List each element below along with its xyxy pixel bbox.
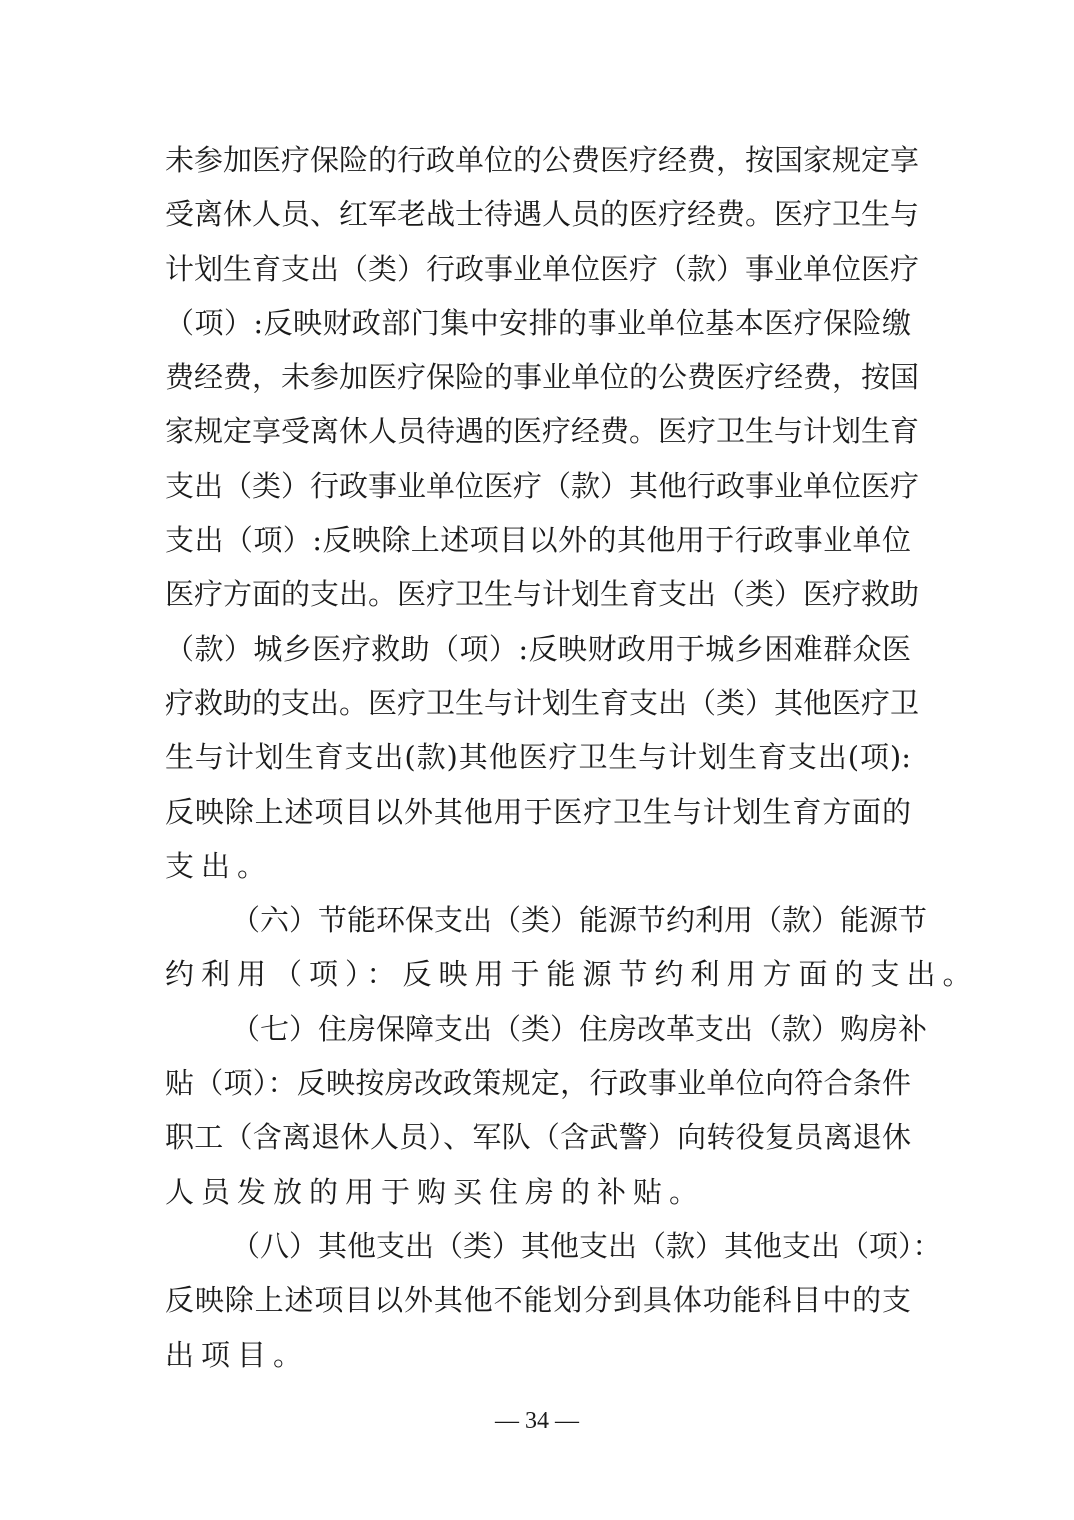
text-line: 反映除上述项目以外其他用于医疗卫生与计划生育方面的: [165, 794, 911, 829]
document-body: [165, 133, 979, 1382]
text-line: 约利用（项）：反映用于能源节约利用方面的支出。: [165, 957, 979, 992]
text-line: 计划生育支出（类）行政事业单位医疗（款）事业单位医疗: [165, 251, 920, 286]
text-line: 受离休人员、红军老战士待遇人员的医疗经费。医疗卫生与: [165, 197, 920, 232]
text-line: 支出（类）行政事业单位医疗（款）其他行政事业单位医疗: [165, 468, 920, 503]
text-line: （款）城乡医疗救助（项）:反映财政用于城乡困难群众医: [165, 631, 911, 666]
paragraph-8-first-line: （八）其他支出（类）其他支出（款）其他支出（项）：: [231, 1228, 942, 1263]
text-line: 未参加医疗保险的行政单位的公费医疗经费，按国家规定享: [165, 143, 920, 177]
text-line: 人员发放的用于购买住房的补贴。: [165, 1174, 706, 1209]
text-line: 反映除上述项目以外其他不能划分到具体功能科目中的支: [165, 1283, 911, 1318]
paragraph-6-first-line: （六）节能环保支出（类）能源节约利用（款）能源节: [231, 903, 928, 938]
text-line: 职工（含离退休人员）、军队（含武警）向转役复员离退休: [165, 1120, 911, 1155]
text-line: （项）:反映财政部门集中安排的事业单位基本医疗保险缴: [165, 305, 911, 340]
text-line: 家规定享受离休人员待遇的医疗经费。医疗卫生与计划生育: [165, 414, 920, 449]
text-line: 出项目。: [165, 1337, 310, 1372]
text-line: 医疗方面的支出。医疗卫生与计划生育支出（类）医疗救助: [165, 577, 920, 612]
text-line: 生与计划生育支出(款)其他医疗卫生与计划生育支出(项):: [165, 740, 911, 775]
text-line: 支出（项）:反映除上述项目以外的其他用于行政事业单位: [165, 523, 911, 558]
text-line: 支出。: [165, 848, 274, 883]
text-line: 费经费，未参加医疗保险的事业单位的公费医疗经费，按国: [165, 360, 920, 395]
text-line: 疗救助的支出。医疗卫生与计划生育支出（类）其他医疗卫: [165, 685, 920, 720]
page-number: — 34 —: [495, 1408, 579, 1434]
paragraph-7-first-line: （七）住房保障支出（类）住房改革支出（款）购房补: [231, 1011, 928, 1046]
text-line: 贴（项）：反映按房改政策规定，行政事业单位向符合条件: [165, 1066, 911, 1101]
